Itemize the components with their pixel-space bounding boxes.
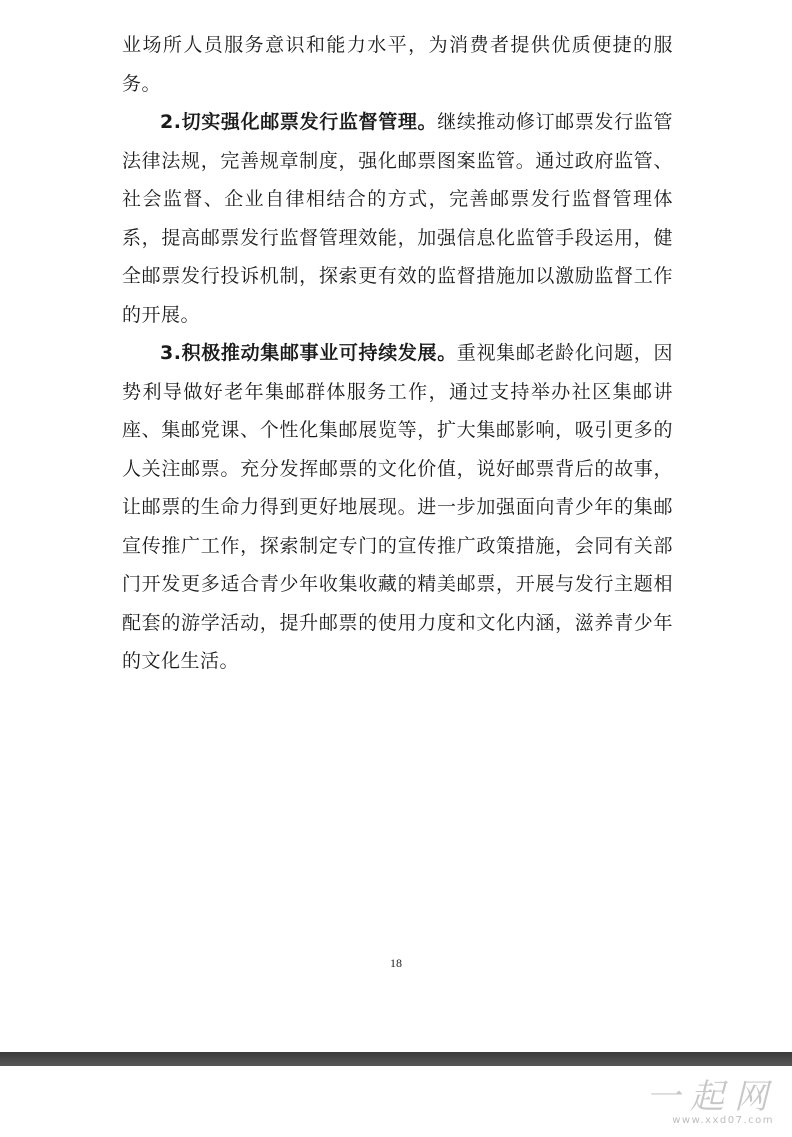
section-3-heading: 3.积极推动集邮事业可持续发展。 bbox=[160, 342, 457, 364]
watermark-logo-text: 一起网 bbox=[646, 1077, 778, 1117]
watermark-url: www.xxd07.com bbox=[672, 1115, 774, 1126]
viewer-bottom-bar bbox=[0, 1052, 792, 1066]
document-body bbox=[122, 26, 673, 681]
site-watermark bbox=[628, 1077, 778, 1132]
section-2-heading: 2.切实强化邮票发行监督管理。 bbox=[160, 111, 438, 133]
lead-paragraph: 业场所人员服务意识和能力水平，为消费者提供优质便捷的服务。 bbox=[122, 34, 673, 95]
section-2-body: 继续推动修订邮票发行监管法律法规，完善规章制度，强化邮票图案监管。通过政府监管、社会监督、企业自律相结合的方式，完善邮票发行监督管理体系，提高邮票发行监督管理效能，加强信息化监管手段运用，健全邮票发行投诉机制，探索更有效的监督措施加以激励监督工作的开展。 bbox=[122, 111, 673, 326]
section-2-paragraph bbox=[122, 103, 673, 334]
page-number: 18 bbox=[390, 956, 402, 970]
section-3-paragraph bbox=[122, 334, 673, 681]
section-3-body: 重视集邮老龄化问题，因势利导做好老年集邮群体服务工作，通过支持举办社区集邮讲座、集邮党课、个性化集邮展览等，扩大集邮影响，吸引更多的人关注邮票。充分发挥邮票的文化价值，说好邮票背后的故事，让邮票的生命力得到更好地展现。进一步加强面向青少年的集邮宣传推广工作，探索制定专门的宣传推广政策措施，会同有关部门开发更多适合青少年收集收藏的精美邮票，开展与发行主题相配套的游学活动，提升邮票的使用力度和文化内涵，滋养青少年的文化生活。 bbox=[122, 342, 673, 672]
